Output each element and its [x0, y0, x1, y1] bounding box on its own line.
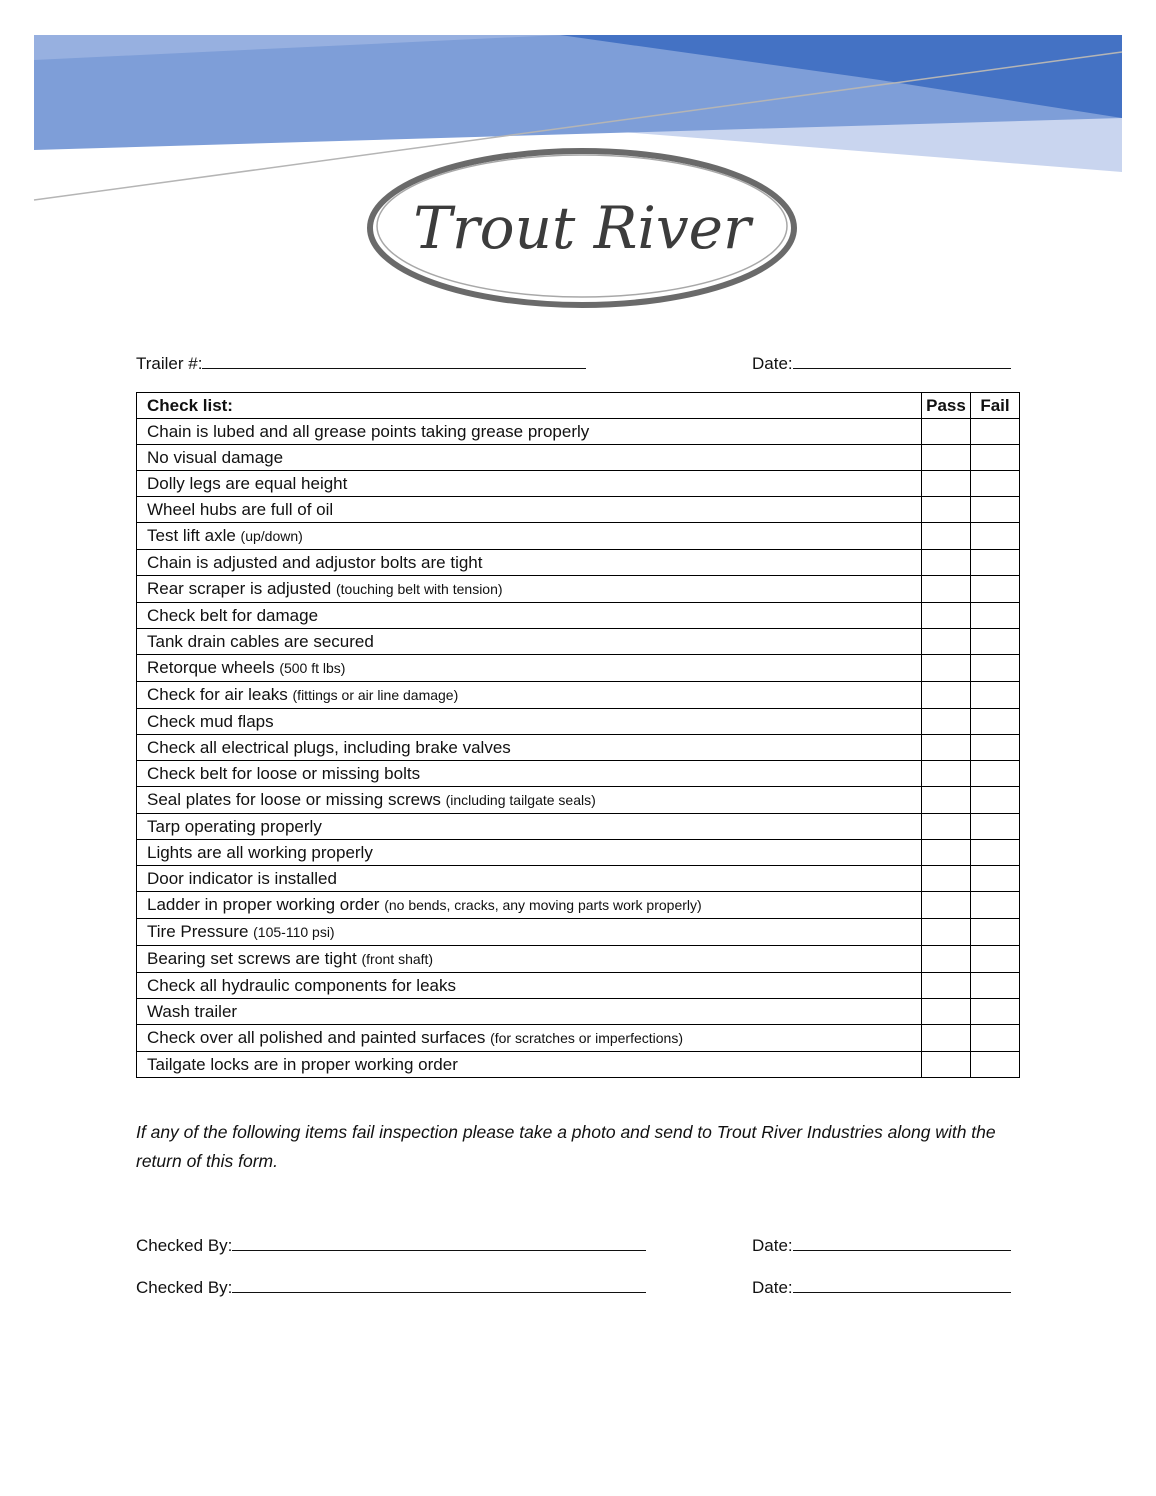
checklist-item: [137, 814, 922, 840]
logo-text: Trout River: [413, 194, 751, 262]
checklist-item: [137, 655, 922, 682]
table-row: [137, 919, 1020, 946]
table-row: [137, 840, 1020, 866]
header-banner: [0, 0, 1156, 320]
checklist-item: [137, 629, 922, 655]
checklist-item: [137, 682, 922, 709]
table-row: [137, 629, 1020, 655]
checklist-item: [137, 1052, 922, 1078]
checked-by-field-2: [136, 1276, 646, 1298]
trailer-label: Trailer #:: [136, 354, 203, 373]
checklist-item-note: (including tailgate seals): [445, 792, 596, 808]
checklist-item-note: (500 ft lbs): [279, 660, 346, 676]
checklist-item: [137, 709, 922, 735]
fail-checkbox-cell[interactable]: [971, 866, 1020, 892]
checklist-item-text: Tarp operating properly: [147, 817, 322, 836]
pass-checkbox-cell[interactable]: [922, 735, 971, 761]
fail-checkbox-cell[interactable]: [971, 1052, 1020, 1078]
pass-checkbox-cell[interactable]: [922, 629, 971, 655]
checklist-item-text: Check mud flaps: [147, 712, 274, 731]
checklist-item-text: Check belt for loose or missing bolts: [147, 764, 421, 783]
fail-checkbox-cell[interactable]: [971, 471, 1020, 497]
checklist-item-note: (fittings or air line damage): [292, 687, 459, 703]
pass-column-header: Pass: [922, 393, 971, 419]
checklist-item-text: Dolly legs are equal height: [147, 474, 348, 493]
fail-checkbox-cell[interactable]: [971, 682, 1020, 709]
checklist-item: [137, 445, 922, 471]
checklist-item-text: Chain is lubed and all grease points taking grease properly: [147, 422, 590, 441]
checklist-item-text: No visual damage: [147, 448, 284, 467]
pass-checkbox-cell[interactable]: [922, 550, 971, 576]
checklist-item-note: (up/down): [240, 528, 303, 544]
pass-checkbox-cell[interactable]: [922, 761, 971, 787]
pass-checkbox-cell[interactable]: [922, 919, 971, 946]
pass-checkbox-cell[interactable]: [922, 814, 971, 840]
checklist-item-text: Bearing set screws are tight: [147, 949, 357, 968]
checklist-item: [137, 497, 922, 523]
pass-checkbox-cell[interactable]: [922, 866, 971, 892]
checklist-item-text: Wash trailer: [147, 1002, 238, 1021]
header-date-input-line[interactable]: [793, 352, 1011, 369]
checklist-item-text: Rear scraper is adjusted: [147, 579, 332, 598]
table-row: [137, 655, 1020, 682]
fail-checkbox-cell[interactable]: [971, 919, 1020, 946]
checked-by-field-1: [136, 1234, 646, 1256]
table-row: [137, 973, 1020, 999]
checklist-item-note: (no bends, cracks, any moving parts work properly): [384, 897, 702, 913]
table-row: [137, 682, 1020, 709]
trailer-field: [136, 352, 586, 374]
table-row: [137, 445, 1020, 471]
checklist-item-text: Check over all polished and painted surfaces: [147, 1028, 486, 1047]
fail-checkbox-cell[interactable]: [971, 735, 1020, 761]
checklist-item-text: Tailgate locks are in proper working order: [147, 1055, 458, 1074]
table-row: [137, 735, 1020, 761]
checklist-item: [137, 419, 922, 445]
signature-date-input-line-2[interactable]: [793, 1276, 1011, 1293]
checklist-item-text: Door indicator is installed: [147, 869, 337, 888]
checklist-item-text: Wheel hubs are full of oil: [147, 500, 334, 519]
checklist-body: [137, 419, 1020, 1078]
fail-column-header: Fail: [971, 393, 1020, 419]
table-row: [137, 1025, 1020, 1052]
checklist-item: [137, 999, 922, 1025]
checked-by-input-line-2[interactable]: [232, 1276, 646, 1293]
fail-checkbox-cell[interactable]: [971, 603, 1020, 629]
table-row: [137, 550, 1020, 576]
checklist-item-text: Test lift axle: [147, 526, 236, 545]
checklist-item: [137, 471, 922, 497]
pass-checkbox-cell[interactable]: [922, 709, 971, 735]
table-row: [137, 892, 1020, 919]
checklist-item-note: (front shaft): [361, 951, 434, 967]
fail-checkbox-cell[interactable]: [971, 973, 1020, 999]
checklist-item: [137, 576, 922, 603]
pass-checkbox-cell[interactable]: [922, 892, 971, 919]
logo: [370, 151, 794, 305]
checked-by-input-line-1[interactable]: [232, 1234, 646, 1251]
fail-checkbox-cell[interactable]: [971, 655, 1020, 682]
checklist-item-note: (touching belt with tension): [336, 581, 503, 597]
checklist-item-text: Tank drain cables are secured: [147, 632, 374, 651]
pass-checkbox-cell[interactable]: [922, 973, 971, 999]
pass-checkbox-cell[interactable]: [922, 946, 971, 973]
table-row: [137, 709, 1020, 735]
signature-date-input-line-1[interactable]: [793, 1234, 1011, 1251]
checklist-item: [137, 603, 922, 629]
table-row: [137, 603, 1020, 629]
header-date-label: Date:: [752, 354, 793, 373]
checked-by-label-2: Checked By:: [136, 1278, 233, 1297]
fail-checkbox-cell[interactable]: [971, 840, 1020, 866]
fail-checkbox-cell[interactable]: [971, 629, 1020, 655]
header-date-field: [752, 352, 1011, 374]
pass-checkbox-cell[interactable]: [922, 999, 971, 1025]
pass-checkbox-cell[interactable]: [922, 840, 971, 866]
checklist-item-text: Lights are all working properly: [147, 843, 373, 862]
pass-checkbox-cell[interactable]: [922, 497, 971, 523]
fail-checkbox-cell[interactable]: [971, 761, 1020, 787]
fail-checkbox-cell[interactable]: [971, 576, 1020, 603]
checklist-item: [137, 1025, 922, 1052]
pass-checkbox-cell[interactable]: [922, 471, 971, 497]
checklist-item: [137, 946, 922, 973]
fail-checkbox-cell[interactable]: [971, 523, 1020, 550]
fail-checkbox-cell[interactable]: [971, 419, 1020, 445]
fail-checkbox-cell[interactable]: [971, 999, 1020, 1025]
fail-checkbox-cell[interactable]: [971, 787, 1020, 814]
fail-checkbox-cell[interactable]: [971, 497, 1020, 523]
checklist-item-text: Tire Pressure: [147, 922, 249, 941]
pass-checkbox-cell[interactable]: [922, 787, 971, 814]
table-row: [137, 866, 1020, 892]
fail-checkbox-cell[interactable]: [971, 1025, 1020, 1052]
checklist-item-text: Check all hydraulic components for leaks: [147, 976, 456, 995]
fail-checkbox-cell[interactable]: [971, 814, 1020, 840]
checklist-item-note: (for scratches or imperfections): [490, 1030, 684, 1046]
checklist-item-text: Chain is adjusted and adjustor bolts are tight: [147, 553, 483, 572]
checklist-title: Check list:: [137, 393, 922, 419]
pass-checkbox-cell[interactable]: [922, 1025, 971, 1052]
checklist-item: [137, 866, 922, 892]
pass-checkbox-cell[interactable]: [922, 419, 971, 445]
table-row: [137, 471, 1020, 497]
pass-checkbox-cell[interactable]: [922, 603, 971, 629]
checklist-item: [137, 550, 922, 576]
fail-checkbox-cell[interactable]: [971, 709, 1020, 735]
signature-date-field-1: [752, 1234, 1011, 1256]
checklist-item: [137, 919, 922, 946]
checklist-item-text: Seal plates for loose or missing screws: [147, 790, 441, 809]
checklist-item: [137, 787, 922, 814]
checklist-item-text: Ladder in proper working order: [147, 895, 380, 914]
checklist-item: [137, 840, 922, 866]
checklist-item-text: Retorque wheels: [147, 658, 275, 677]
table-row: [137, 761, 1020, 787]
checklist-item: [137, 973, 922, 999]
checklist-header-row: [137, 393, 1020, 419]
checklist-item-note: (105-110 psi): [253, 924, 335, 940]
table-row: [137, 523, 1020, 550]
pass-checkbox-cell[interactable]: [922, 445, 971, 471]
table-row: [137, 999, 1020, 1025]
fail-checkbox-cell[interactable]: [971, 892, 1020, 919]
signature-date-label-2: Date:: [752, 1278, 793, 1297]
table-row: [137, 814, 1020, 840]
fail-checkbox-cell[interactable]: [971, 445, 1020, 471]
table-row: [137, 497, 1020, 523]
fail-checkbox-cell[interactable]: [971, 550, 1020, 576]
checklist-item: [137, 735, 922, 761]
table-row: [137, 419, 1020, 445]
table-row: [137, 946, 1020, 973]
table-row: [137, 576, 1020, 603]
signature-date-label-1: Date:: [752, 1236, 793, 1255]
checklist-item: [137, 761, 922, 787]
pass-checkbox-cell[interactable]: [922, 576, 971, 603]
pass-checkbox-cell[interactable]: [922, 1052, 971, 1078]
checklist-item: [137, 892, 922, 919]
signature-date-field-2: [752, 1276, 1011, 1298]
pass-checkbox-cell[interactable]: [922, 655, 971, 682]
fail-checkbox-cell[interactable]: [971, 946, 1020, 973]
checklist-item-text: Check belt for damage: [147, 606, 319, 625]
instructions-text: If any of the following items fail inspection please take a photo and send to Trout River Industries along with the return of this form.: [136, 1122, 996, 1171]
pass-checkbox-cell[interactable]: [922, 682, 971, 709]
trailer-input-line[interactable]: [202, 352, 586, 369]
checklist-item: [137, 523, 922, 550]
checklist-table: [136, 392, 1020, 1078]
pass-checkbox-cell[interactable]: [922, 523, 971, 550]
table-row: [137, 787, 1020, 814]
checklist-item-text: Check for air leaks: [147, 685, 288, 704]
table-row: [137, 1052, 1020, 1078]
checklist-item-text: Check all electrical plugs, including brake valves: [147, 738, 511, 757]
checked-by-label-1: Checked By:: [136, 1236, 233, 1255]
